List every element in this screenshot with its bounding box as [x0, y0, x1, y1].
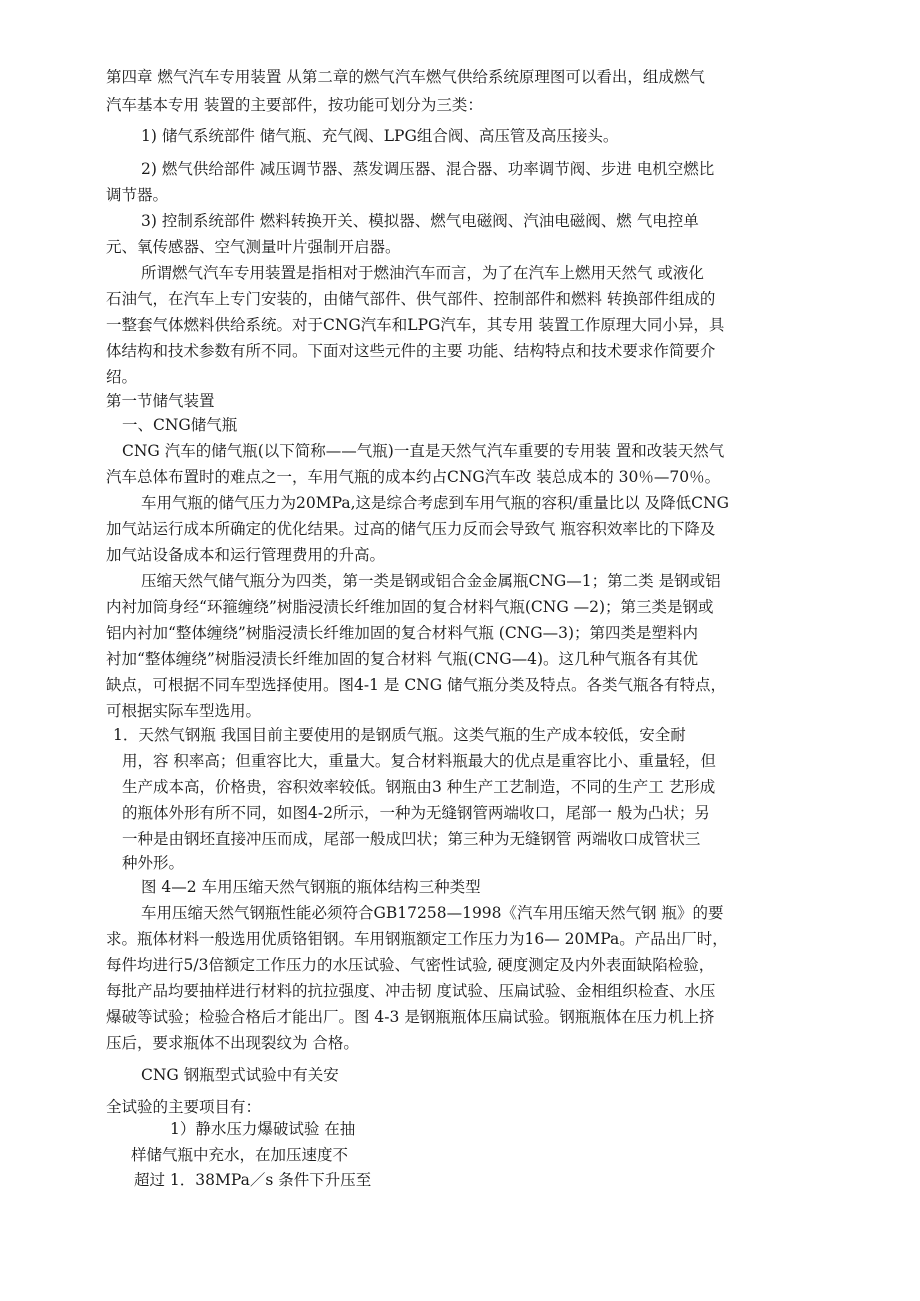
text-line: 1）静水压力爆破试验 在抽 — [170, 1120, 356, 1138]
text-line: 3) 控制系统部件 燃料转换开关、模拟器、燃气电磁阀、汽油电磁阀、燃 气电控单 — [141, 212, 699, 230]
text-line: 压后，要求瓶体不出现裂纹为 合格。 — [106, 1034, 359, 1052]
text-line: 所谓燃气汽车专用装置是指相对于燃油汽车而言，为了在汽车上燃用天然气 或液化 — [141, 264, 704, 282]
text-line: 体结构和技术参数有所不同。下面对这些元件的主要 功能、结构特点和技术要求作简要介 — [106, 342, 716, 360]
text-line: 用，容 积率高；但重容比大，重量大。复合材料瓶最大的优点是重容比小、重量轻，但 — [122, 752, 716, 770]
text-line: 超过 1．38MPa／s 条件下升压至 — [134, 1171, 372, 1189]
text-line: 车用气瓶的储气压力为20MPa,这是综合考虑到车用气瓶的容积/重量比以 及降低CNG — [141, 494, 729, 512]
text-line: 一整套气体燃料供给系统。对于CNG汽车和LPG汽车，其专用 装置工作原理大同小异，具 — [106, 316, 725, 334]
text-line: 第四章 燃气汽车专用装置 从第二章的燃气汽车燃气供给系统原理图可以看出，组成燃气 — [106, 68, 705, 86]
text-line: CNG 钢瓶型式试验中有关安 — [141, 1066, 339, 1084]
text-line: 每件均进行5/3倍额定工作压力的水压试验、气密性试验, 硬度测定及内外表面缺陷检验， — [106, 956, 715, 974]
figure-caption: 图 4—2 车用压缩天然气钢瓶的瓶体结构三种类型 — [141, 878, 481, 896]
text-line: 石油气，在汽车上专门安装的，由储气部件、供气部件、控制部件和燃料 转换部件组成的 — [106, 290, 716, 308]
text-line: CNG 汽车的储气瓶(以下简称——气瓶)一直是天然气汽车重要的专用装 置和改装天然气 — [122, 442, 725, 460]
text-line: 车用压缩天然气钢瓶性能必须符合GB17258—1998《汽车用压缩天然气钢 瓶》的要 — [141, 904, 724, 922]
text-line: 样储气瓶中充水，在加压速度不 — [131, 1146, 349, 1164]
text-line: 求。瓶体材料一般选用优质铬钼钢。车用钢瓶额定工作压力为16— 20MPa。产品出厂时， — [106, 930, 728, 948]
text-line: 爆破等试验；检验合格后才能出厂。图 4-3 是钢瓶瓶体压扁试验。钢瓶瓶体在压力机上挤 — [106, 1008, 715, 1026]
text-line: 加气站设备成本和运行管理费用的升高。 — [106, 546, 386, 564]
text-line: 内衬加筒身经“环箍缠绕”树脂浸渍长纤维加固的复合材料气瓶(CNG —2)；第三类是钢或 — [106, 598, 714, 616]
text-line: 2) 燃气供给部件 减压调节器、蒸发调压器、混合器、功率调节阀、步进 电机空燃比 — [141, 160, 715, 178]
text-line: 汽车基本专用 装置的主要部件，按功能可划分为三类： — [106, 96, 483, 114]
text-line: 种外形。 — [122, 854, 185, 872]
text-line: 缺点，可根据不同车型选择使用。图4-1 是 CNG 储气瓶分类及特点。各类气瓶各有特点， — [106, 676, 727, 694]
text-line: 绍。 — [106, 368, 138, 386]
subsection-heading: 一、CNG储气瓶 — [122, 416, 238, 434]
text-line: 全试验的主要项目有： — [106, 1098, 262, 1116]
text-line: 一种是由钢坯直接冲压而成，尾部一般成凹状；第三种为无缝钢管 两端收口成管状三 — [122, 830, 701, 848]
text-line: 每批产品均要抽样进行材料的抗拉强度、冲击韧 度试验、压扁试验、金相组织检查、水压 — [106, 982, 716, 1000]
text-line: 铝内衬加“整体缠绕”树脂浸渍长纤维加固的复合材料气瓶 (CNG—3)；第四类是塑料内 — [106, 624, 699, 642]
text-line: 1．天然气钢瓶 我国目前主要使用的是钢质气瓶。这类气瓶的生产成本较低，安全耐 — [113, 726, 686, 744]
text-line: 的瓶体外形有所不同，如图4-2所示，一种为无缝钢管两端收口，尾部一 般为凸状；另 — [122, 804, 710, 822]
section-heading: 第一节储气装置 — [106, 392, 215, 410]
text-line: 衬加“整体缠绕”树脂浸渍长纤维加固的复合材料 气瓶(CNG—4)。这几种气瓶各有其优 — [106, 650, 699, 668]
text-line: 压缩天然气储气瓶分为四类，第一类是钢或铝合金金属瓶CNG—1；第二类 是钢或铝 — [141, 572, 721, 590]
text-line: 可根据实际车型选用。 — [106, 702, 262, 720]
text-line: 加气站运行成本所确定的优化结果。过高的储气压力反而会导致气 瓶容积效率比的下降及 — [106, 520, 716, 538]
text-line: 元、氧传感器、空气测量叶片强制开启器。 — [106, 238, 401, 256]
text-line: 汽车总体布置时的难点之一，车用气瓶的成本约占CNG汽车改 装总成本的 30％—70％。 — [106, 468, 721, 486]
text-line: 1) 储气系统部件 储气瓶、充气阀、LPG组合阀、高压管及高压接头。 — [141, 127, 619, 145]
text-line: 生产成本高，价格贵，容积效率较低。钢瓶由3 种生产工艺制造，不同的生产工 艺形成 — [122, 778, 716, 796]
text-line: 调节器。 — [106, 186, 169, 204]
